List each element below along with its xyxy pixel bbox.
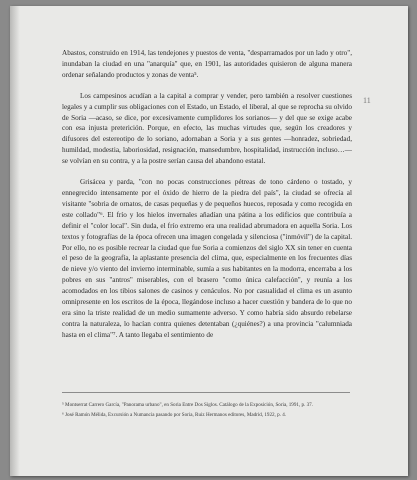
- footnotes: [62, 400, 362, 420]
- page-spine-shadow: [10, 6, 20, 476]
- footnote-divider: [62, 392, 350, 393]
- page-number: 11: [363, 96, 371, 105]
- paragraph-2: Los campesinos acudían a la capital a comprar y vender, pero también a resolver cuestiones legales y a cumplir sus obligaciones con el Estado, un Estado, el liberal, al que se reprocha su olvido de Soria —acaso, se dice, por excesivamente cumplidores los sorianos— y del que se exige acabe con esa injusta preterición. Porque, en efecto, las muchas virtudes que, según los creadores y difusores del estereotipo de lo soriano, adornaban a Soria y a sus gentes —honradez, sobriedad, humildad, modestia, laboriosidad, resignación, mansedumbre, hospitalidad, instrucción incluso…— se volvían en su contra, y a la postre serían causa del abandono estatal.: [62, 91, 352, 166]
- paragraph-3: Grisácea y parda, "con no pocas construcciones pétreas de tono cárdeno o tostado, y ennegrecido intensamente por el óxido de hierro de la piedra del país", la ciudad se ofrecía al visitante "sobria de ornatos, de casas pequeñas y de pequeños huecos, reposada y como recogida en este collado"⁶. El frío y los hielos invernales añadían una pátina a los edificios que contribuía a definir el "color local". Sin duda, el frío extremo era una realidad abrumadora en aquella Soria. Los textos y fotografías de la época ofrecen una imagen congelada y silenciosa ("inmóvil") de la capital. Por ello, no es posible recrear la ciudad que fue Soria a comienzos del siglo XX sin tener en cuenta el peso de la geografía, la aplastante presencia del clima, que, especialmente en los frecuentes días de nieve y/o viento del invierno interminable, sumía a sus habitantes en la modorra, encerraba a los pobres en sus "antros" miserables, con el brasero "como única calefacción", y reunía a los acomodados en los tibios salones de casinos y cenáculos. No por casualidad el clima es un asunto omnipresente en los escritos de la época, llegándose incluso a hacer cuestión y bandera de lo que no era sino la triste realidad de un medio sumamente adverso. Y como habría sido absurdo rebelarse contra la naturaleza, lo hacían contra quienes detentaban (¿quiénes?) a una provincia "calumniada hasta en el clima"⁷. A tanto llegaba el sentimiento de: [62, 178, 352, 339]
- footnote-6: ⁶ José Ramón Mélida, Excursión a Numancia pasando por Soria, Ruiz Hermanos editores, Madrid, 1922, p. 4.: [62, 412, 287, 418]
- footnote-5: ⁵ Montserrat Carrero García, "Panorama urbano", en Soria Entre Dos Siglos. Catálogo de la Exposición, Soria, 1991, p. 37.: [62, 402, 313, 408]
- paragraph-1: Abastos, construido en 1914, las tendejones y puestos de venta, "desparramados por un lado y otro", inundaban la ciudad en una "anarquía" que, en 1901, las autoridades quisieron de alguna manera ordenar señalando productos y zonas de venta⁵.: [62, 49, 352, 79]
- body-text: [62, 48, 352, 341]
